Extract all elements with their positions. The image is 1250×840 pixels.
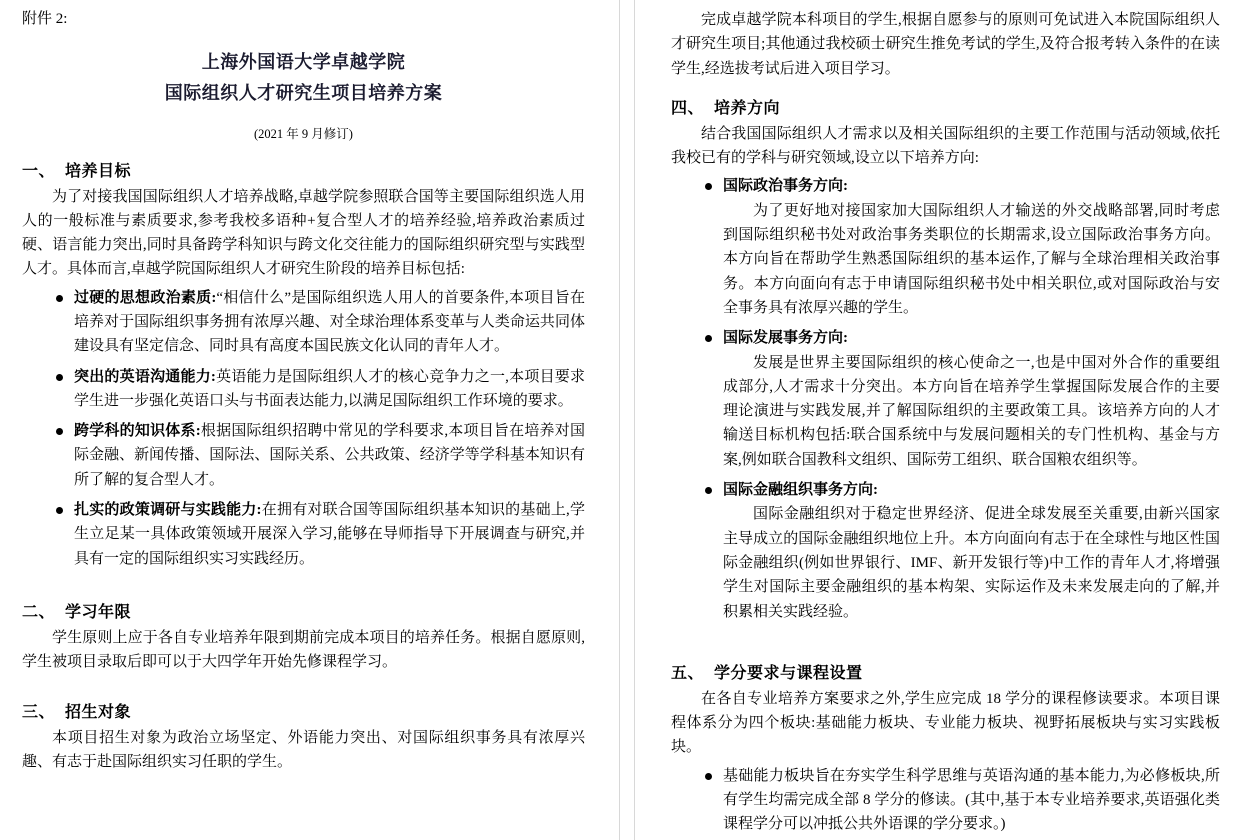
list-item-text: 根据国际组织招聘中常见的学科要求,本项目旨在培养对国际金融、新闻传播、国际法、国际关系、公共政策、经济学等学科基本知识有所了解的复合型人才。	[74, 423, 585, 488]
list-item	[56, 365, 585, 414]
document-title-line2: 国际组织人才研究生项目培养方案	[164, 83, 443, 103]
list-item-text: “相信什么”是国际组织选人用人的首要条件,本项目旨在培养对于国际组织事务拥有浓厚兴趣、对全球治理体系变革与人类命运共同体建设具有坚定信念、同时具有高度本国民族文化认同的青年人才。	[74, 289, 585, 355]
section-heading-3	[22, 699, 585, 722]
section-number-4: 四、	[670, 99, 704, 117]
list-item-text: 基础能力板块旨在夯实学生科学思维与英语沟通的基本能力,为必修板块,所有学生均需完成全部 8 学分的修读。(其中,基于本专业培养要求,英语强化类课程学分可以冲抵公共外语课的学分要求。)	[722, 767, 1220, 833]
list-item-text: 为了更好地对接国家加大国际组织人才输送的外交战略部署,同时考虑到国际组织秘书处对政治事务类职位的长期需求,设立国际政治事务方向。本方向旨在帮助学生熟悉国际组织的基本运作,了解与全球治理相关政治事务。本方向面向有志于申请国际组织秘书处中相关职位,或对国际政治与安全事务具有浓厚兴趣的学生。	[722, 202, 1220, 316]
continued-paragraph: 完成卓越学院本科项目的学生,根据自愿参与的原则可免试进入本院国际组织人才研究生项目;其他通过我校硕士研究生推免考试的学生,及符合报考转入条件的在读学生,经选拔考试后进入项目学习。	[670, 12, 1220, 77]
revision-note: (2021 年 9 月修订)	[254, 126, 353, 141]
section-title-3: 招生对象	[65, 703, 132, 721]
list-item-text: 国际金融组织对于稳定世界经济、促进全球发展至关重要,由新兴国家主导成立的国际金融组织地位上升。本方向面向有志于在全球性与地区性国际金融组织(例如世界银行、IMF、新开发银行等)中工作的青年人才,将增强学生对国际主要金融组织的基本构架、实际运作及未来发展走向的了解,并积累相关实践经验。	[722, 506, 1220, 620]
list-item	[705, 764, 1220, 837]
list-item-title: 国际政治事务方向:	[722, 178, 848, 195]
list-item-text: 在拥有对联合国等国际组织基本知识的基础上,学生立足某一具体政策领域开展深入学习,能够在导师指导下开展调查与研究,并具有一定的国际组织实习实践经历。	[74, 502, 585, 567]
section-heading-4	[671, 95, 1220, 118]
left-page-column	[0, 0, 619, 840]
section-title-4: 培养方向	[713, 99, 780, 117]
section-number-5: 五、	[670, 664, 704, 682]
document-title	[22, 47, 585, 110]
list-item	[705, 174, 1220, 320]
list-item-title: 扎实的政策调研与实践能力:	[74, 502, 262, 519]
right-page-column	[635, 0, 1250, 840]
list-item	[56, 419, 585, 492]
list-item	[56, 498, 585, 571]
section-1-bullet-list	[22, 286, 585, 571]
section-1-paragraph-1: 为了对接我国国际组织人才培养战略,卓越学院参照联合国等主要国际组织选人用人的一般标准与素质要求,参考我校多语种+复合型人才的培养经验,培养政治素质过硬、语言能力突出,同时具备跨学科知识与跨文化交往能力的国际组织研究型与实践型人才。具体而言,卓越学院国际组织人才研究生阶段的培养目标包括:	[22, 188, 585, 278]
list-item-title: 跨学科的知识体系:	[74, 423, 201, 440]
spacer	[22, 577, 585, 585]
section-heading-1	[22, 158, 585, 181]
section-3-paragraph-1: 本项目招生对象为政治立场坚定、外语能力突出、对国际组织事务具有浓厚兴趣、有志于赴国际组织实习任职的学生。	[22, 729, 585, 770]
list-item-title: 过硬的思想政治素质:	[74, 289, 217, 306]
section-number-3: 三、	[22, 703, 56, 721]
section-2-paragraph-1: 学生原则上应于各自专业培养年限到期前完成本项目的培养任务。根据自愿原则,学生被项目录取后即可以于大四学年开始先修课程学习。	[22, 629, 585, 671]
list-item-title: 国际发展事务方向:	[722, 330, 848, 347]
list-item-text: 英语能力是国际组织人才的核心竞争力之一,本项目要求学生进一步强化英语口头与书面表达能力,以满足国际组织工作环境的要求。	[74, 368, 585, 409]
section-title-2: 学习年限	[65, 603, 132, 621]
attachment-label: 附件 2:	[22, 11, 68, 27]
list-item-text: 发展是世界主要国际组织的核心使命之一,也是中国对外合作的重要组成部分,人才需求十分突出。本方向旨在培养学生掌握国际发展合作的主要理论演进与实践发展,并了解国际组织的主要政策工具。该培养方向的人才输送目标机构包括:联合国系统中与发展问题相关的专门性机构、基金与方案,例如联合国教科文组织、国际劳工组织、联合国粮农组织等。	[722, 354, 1220, 468]
spacer	[22, 677, 585, 685]
list-item	[705, 478, 1220, 624]
section-4-bullet-list	[671, 174, 1220, 623]
document-title-line1: 上海外国语大学卓越学院	[201, 51, 406, 72]
page-divider	[619, 0, 635, 840]
spacer	[671, 630, 1220, 646]
section-title-1: 培养目标	[65, 162, 132, 180]
list-item	[56, 286, 585, 359]
section-number-2: 二、	[22, 603, 56, 621]
section-title-5: 学分要求与课程设置	[713, 664, 863, 682]
section-heading-2	[22, 599, 585, 622]
section-heading-5	[671, 660, 1220, 683]
list-item	[705, 326, 1220, 472]
section-4-paragraph-1: 结合我国国际组织人才需求以及相关国际组织的主要工作范围与活动领域,依托我校已有的学科与研究领域,设立以下培养方向:	[670, 125, 1220, 167]
list-item-title: 国际金融组织事务方向:	[722, 482, 878, 499]
section-5-paragraph-1: 在各自专业培养方案要求之外,学生应完成 18 学分的课程修读要求。本项目课程体系分为四个板块:基础能力板块、专业能力板块、视野拓展板块与实习实践板块。	[670, 690, 1220, 756]
section-number-1: 一、	[22, 162, 56, 180]
section-5-bullet-list	[671, 764, 1220, 837]
list-item-title: 突出的英语沟通能力:	[74, 368, 216, 385]
